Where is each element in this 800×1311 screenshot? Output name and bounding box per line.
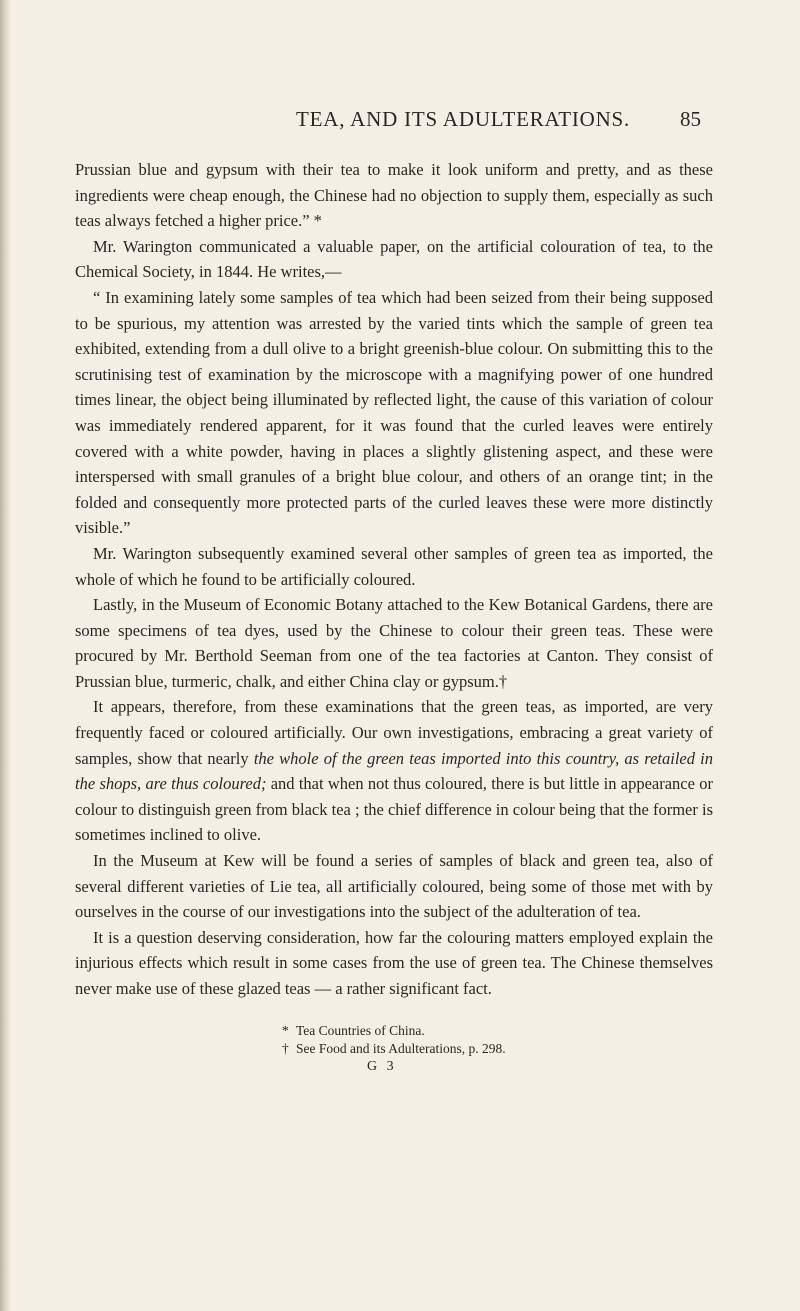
paragraph-text: Mr. Warington communicated a valuable paper, on the artificial colouration of tea, to the Chemical Society, in 1844. He writes,— (75, 236, 713, 282)
footnote (282, 1040, 506, 1058)
paragraph-text: In the Museum at Kew will be found a series of samples of black and green tea, also of several different varieties of Lie tea, all artificially coloured, being some of those met with by ourselves in the course of our investigations into the subject of the adulteration of tea. (75, 851, 713, 922)
footnote (282, 1022, 506, 1040)
running-title: TEA, AND ITS ADULTERATIONS. (296, 107, 631, 131)
footnote-mark: † (282, 1040, 289, 1056)
paragraph (75, 157, 713, 234)
footnotes (282, 1022, 506, 1057)
paragraph (75, 592, 713, 694)
paragraph-text: It appears, therefore, from these examinations that the green teas, as imported, are very frequently faced or coloured artificially. Our own investigations, embracing a great variety of samples, show that nearly (75, 697, 713, 768)
page-number: 85 (680, 107, 701, 131)
paragraph-text: and that when not thus coloured, there is but little in appearance or colour to distinguish green from black tea ; the chief difference in colour being that the former is sometimes inclined to olive. (75, 774, 713, 845)
running-header (0, 107, 800, 133)
paragraph (75, 541, 713, 592)
paragraph (75, 925, 713, 1002)
italic-text: the whole of the green teas imported into this country, as retailed in the shops, are thus coloured; (75, 748, 713, 794)
paragraph (75, 234, 713, 285)
paragraph-text: Lastly, in the Museum of Economic Botany attached to the Kew Botanical Gardens, there are some specimens of tea dyes, used by the Chinese to colour their green teas. These were procured by Mr. Berthold Seeman from one of the tea factories at Canton. They consist of Prussian blue, turmeric, chalk, and either China clay or gypsum.† (75, 595, 713, 691)
paragraph-text: Prussian blue and gypsum with their tea to make it look uniform and pretty, and as these ingredients were cheap enough, the Chinese had no objection to supply them, especially as such teas always fetched a higher price.” * (75, 160, 713, 231)
paragraph-text: Mr. Warington subsequently examined several other samples of green tea as imported, the whole of which he found to be artificially coloured. (75, 543, 713, 589)
paragraph (75, 848, 713, 925)
body-text (75, 157, 713, 1002)
printer-signature-mark: G 3 (367, 1059, 397, 1074)
footnote-mark: * (282, 1023, 289, 1038)
paragraph-text: It is a question deserving consideration, how far the colouring matters employed explain the injurious effects which result in some cases from the use of green tea. The Chinese themselves never make use of these glazed teas — a rather significant fact. (75, 927, 713, 998)
footnote-text: See Food and its Adulterations, p. 298. (296, 1040, 506, 1056)
paragraph (75, 694, 713, 848)
footnote-text: Tea Countries of China. (296, 1023, 425, 1038)
paragraph (75, 285, 713, 541)
paragraph-text: “ In examining lately some samples of tea which had been seized from their being supposed to be spurious, my attention was arrested by the varied tints which the sample of green tea exhibited, extending from a dull olive to a bright greenish-blue colour. On submitting this to the scrutinising test of examination by the microscope with a magnifying power of one hundred times linear, the object being illuminated by reflected light, the cause of this variation of colour was immediately rendered apparent, for it was found that the curled leaves were entirely covered with a white powder, having in places a slightly glistening aspect, and these were interspersed with small granules of a bright blue colour, and others of an orange tint; in the folded and consequently more protected parts of the curled leaves these were more distinctly visible.” (75, 287, 713, 538)
